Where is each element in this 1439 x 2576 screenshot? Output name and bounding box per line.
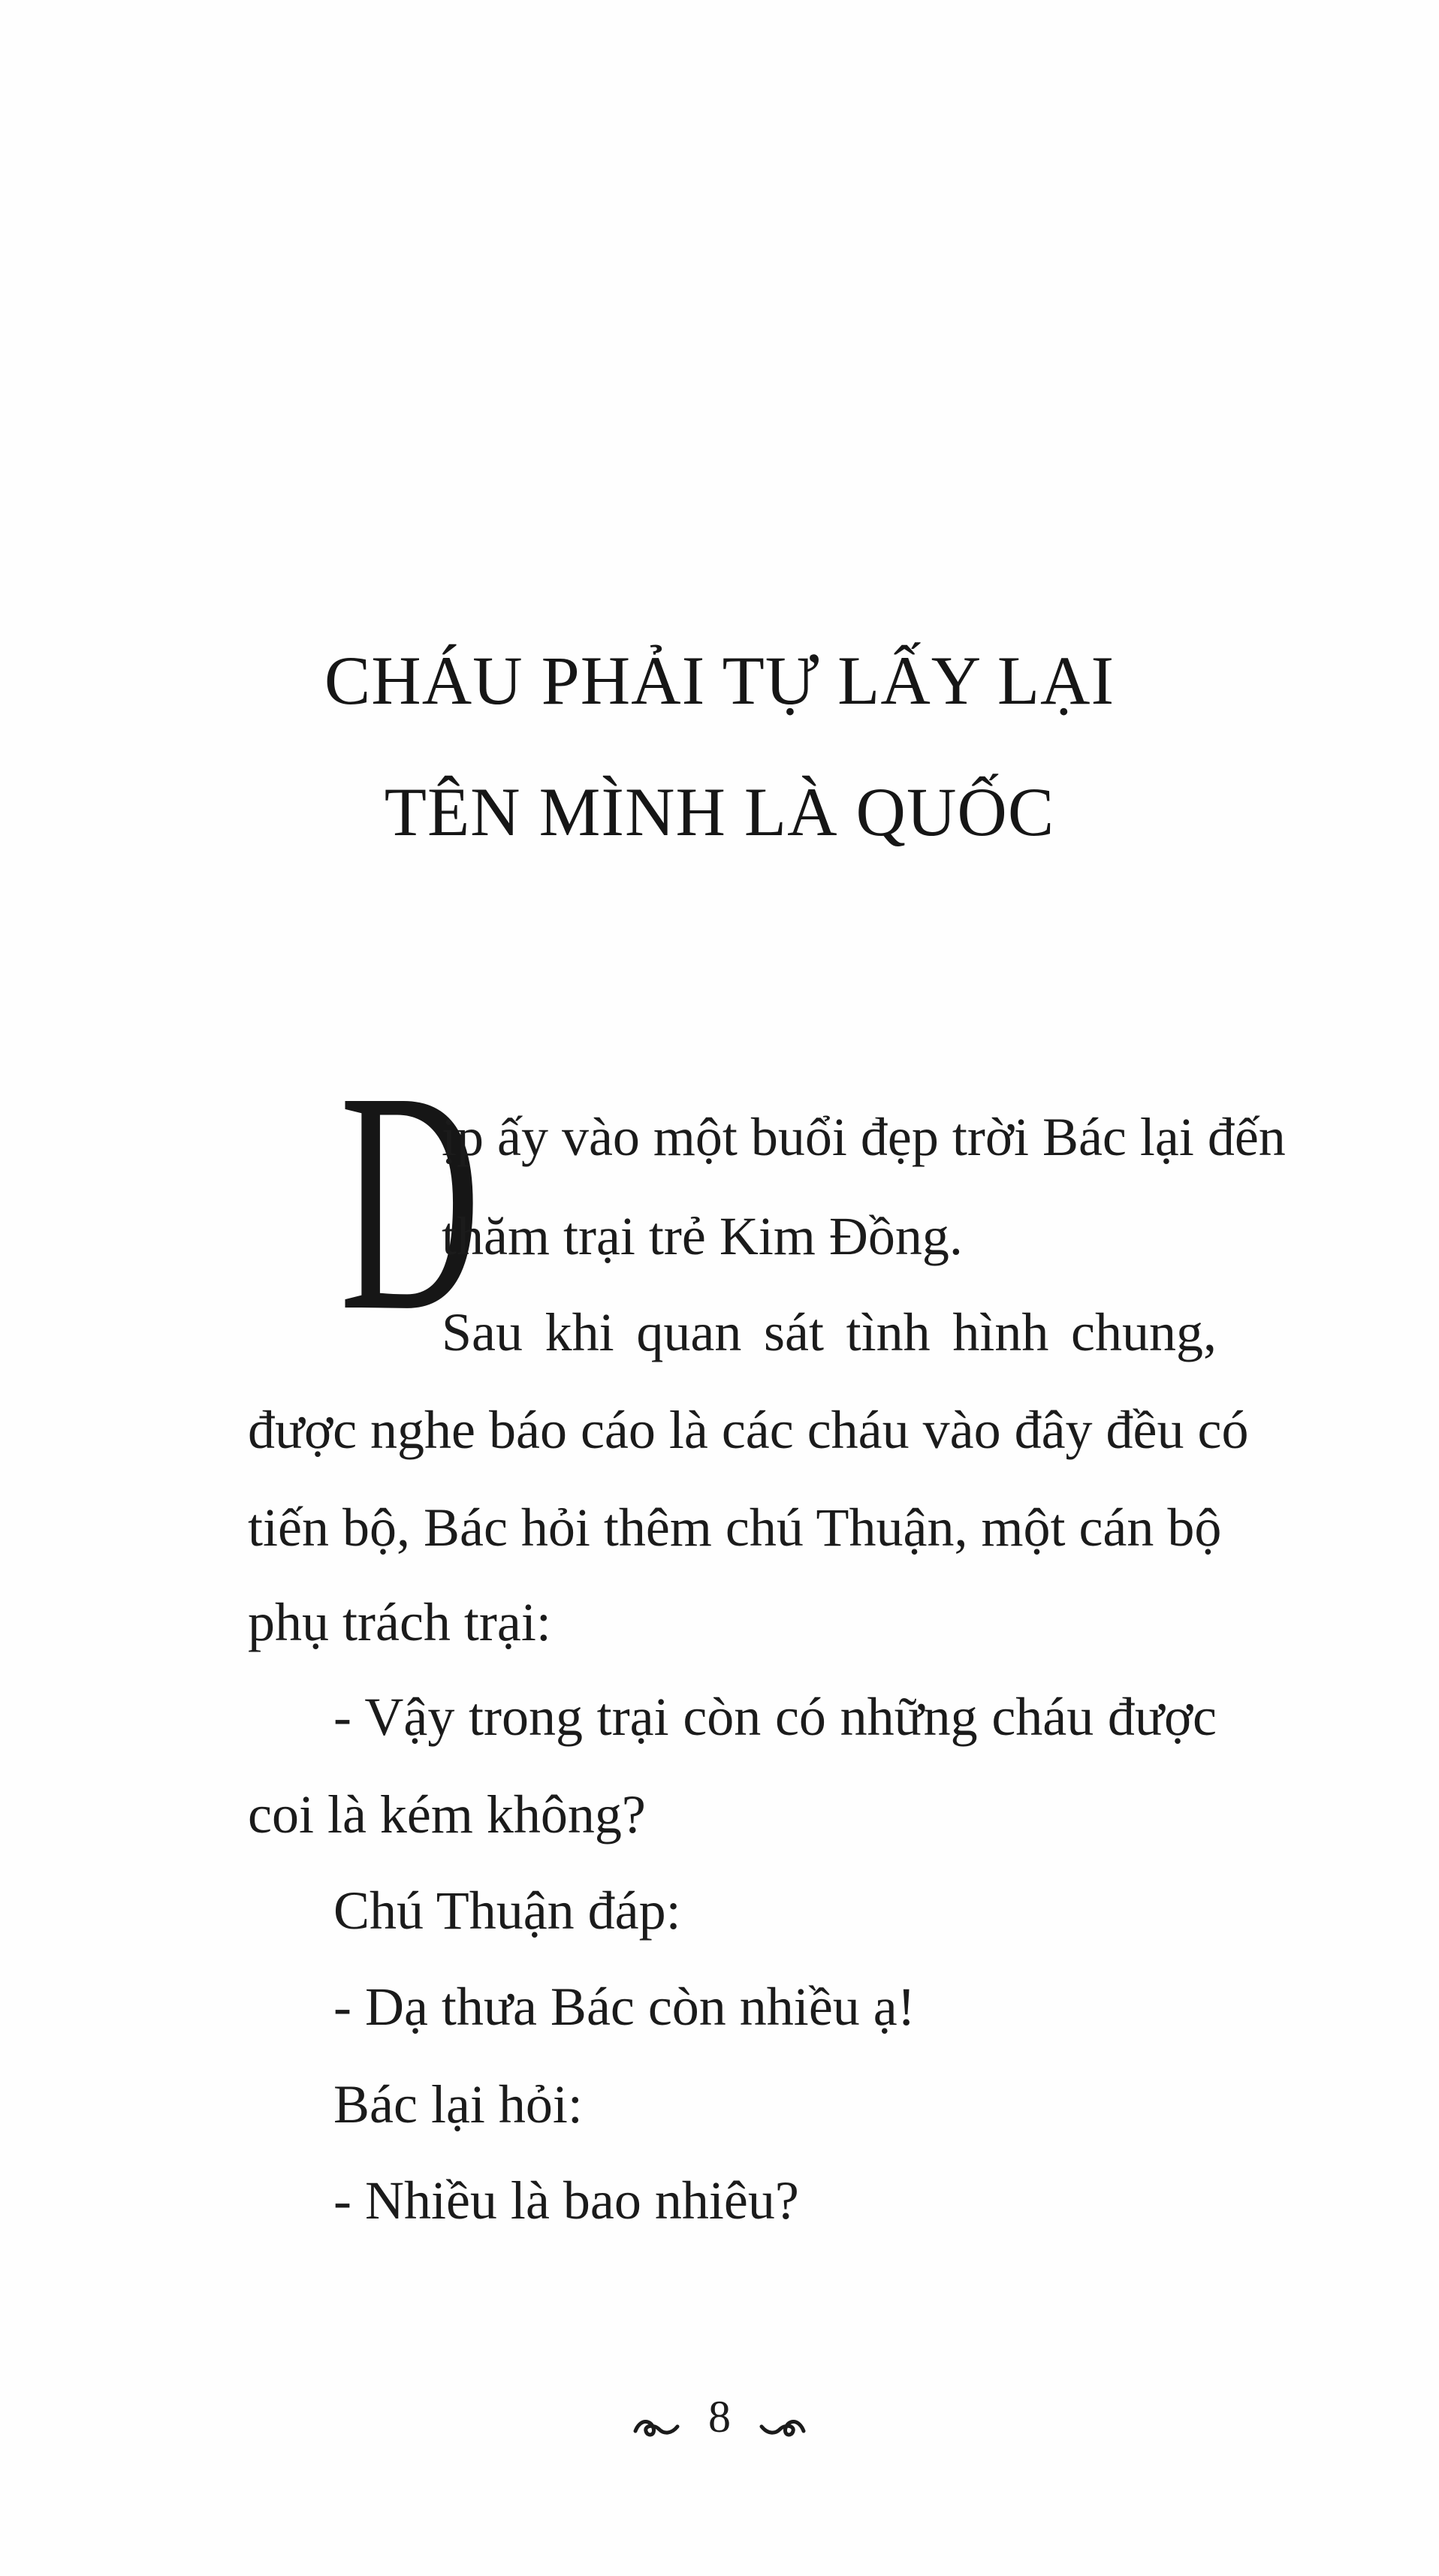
- paragraph-3-line-1: - Vậy trong trại còn có những cháu được: [333, 1687, 1217, 1747]
- chapter-title-line-1: CHÁU PHẢI TỰ LẤY LẠI: [324, 642, 1115, 719]
- paragraph-1-line-2: thăm trại trẻ Kim Đồng.: [442, 1206, 963, 1266]
- paragraph-2-line-1: Sau khi quan sát tình hình chung,: [442, 1302, 1217, 1362]
- drop-cap: D: [339, 1027, 481, 1376]
- chapter-title-line-2: TÊN MÌNH LÀ QUỐC: [384, 774, 1055, 850]
- paragraph-7: - Nhiều là bao nhiêu?: [333, 2170, 799, 2231]
- page-number: 8: [708, 2392, 731, 2442]
- paragraph-3-line-2: coi là kém không?: [248, 1784, 646, 1845]
- paragraph-6: Bác lại hỏi:: [333, 2074, 583, 2134]
- paragraph-1-line-1: ịp ấy vào một buổi đẹp trời Bác lại đến: [442, 1107, 1286, 1167]
- paragraph-2-line-3: tiến bộ, Bác hỏi thêm chú Thuận, một cán bộ: [248, 1498, 1222, 1558]
- page-footer: [0, 2390, 1439, 2442]
- paragraph-2-line-4: phụ trách trại:: [248, 1592, 551, 1652]
- paragraph-4: Chú Thuận đáp:: [333, 1881, 681, 1941]
- swirl-ornament-right-icon: [759, 2404, 807, 2430]
- swirl-ornament-left-icon: [632, 2404, 680, 2430]
- paragraph-2-line-2: được nghe báo cáo là các cháu vào đây đều có: [248, 1400, 1249, 1460]
- paragraph-5: - Dạ thưa Bác còn nhiều ạ!: [333, 1977, 916, 2037]
